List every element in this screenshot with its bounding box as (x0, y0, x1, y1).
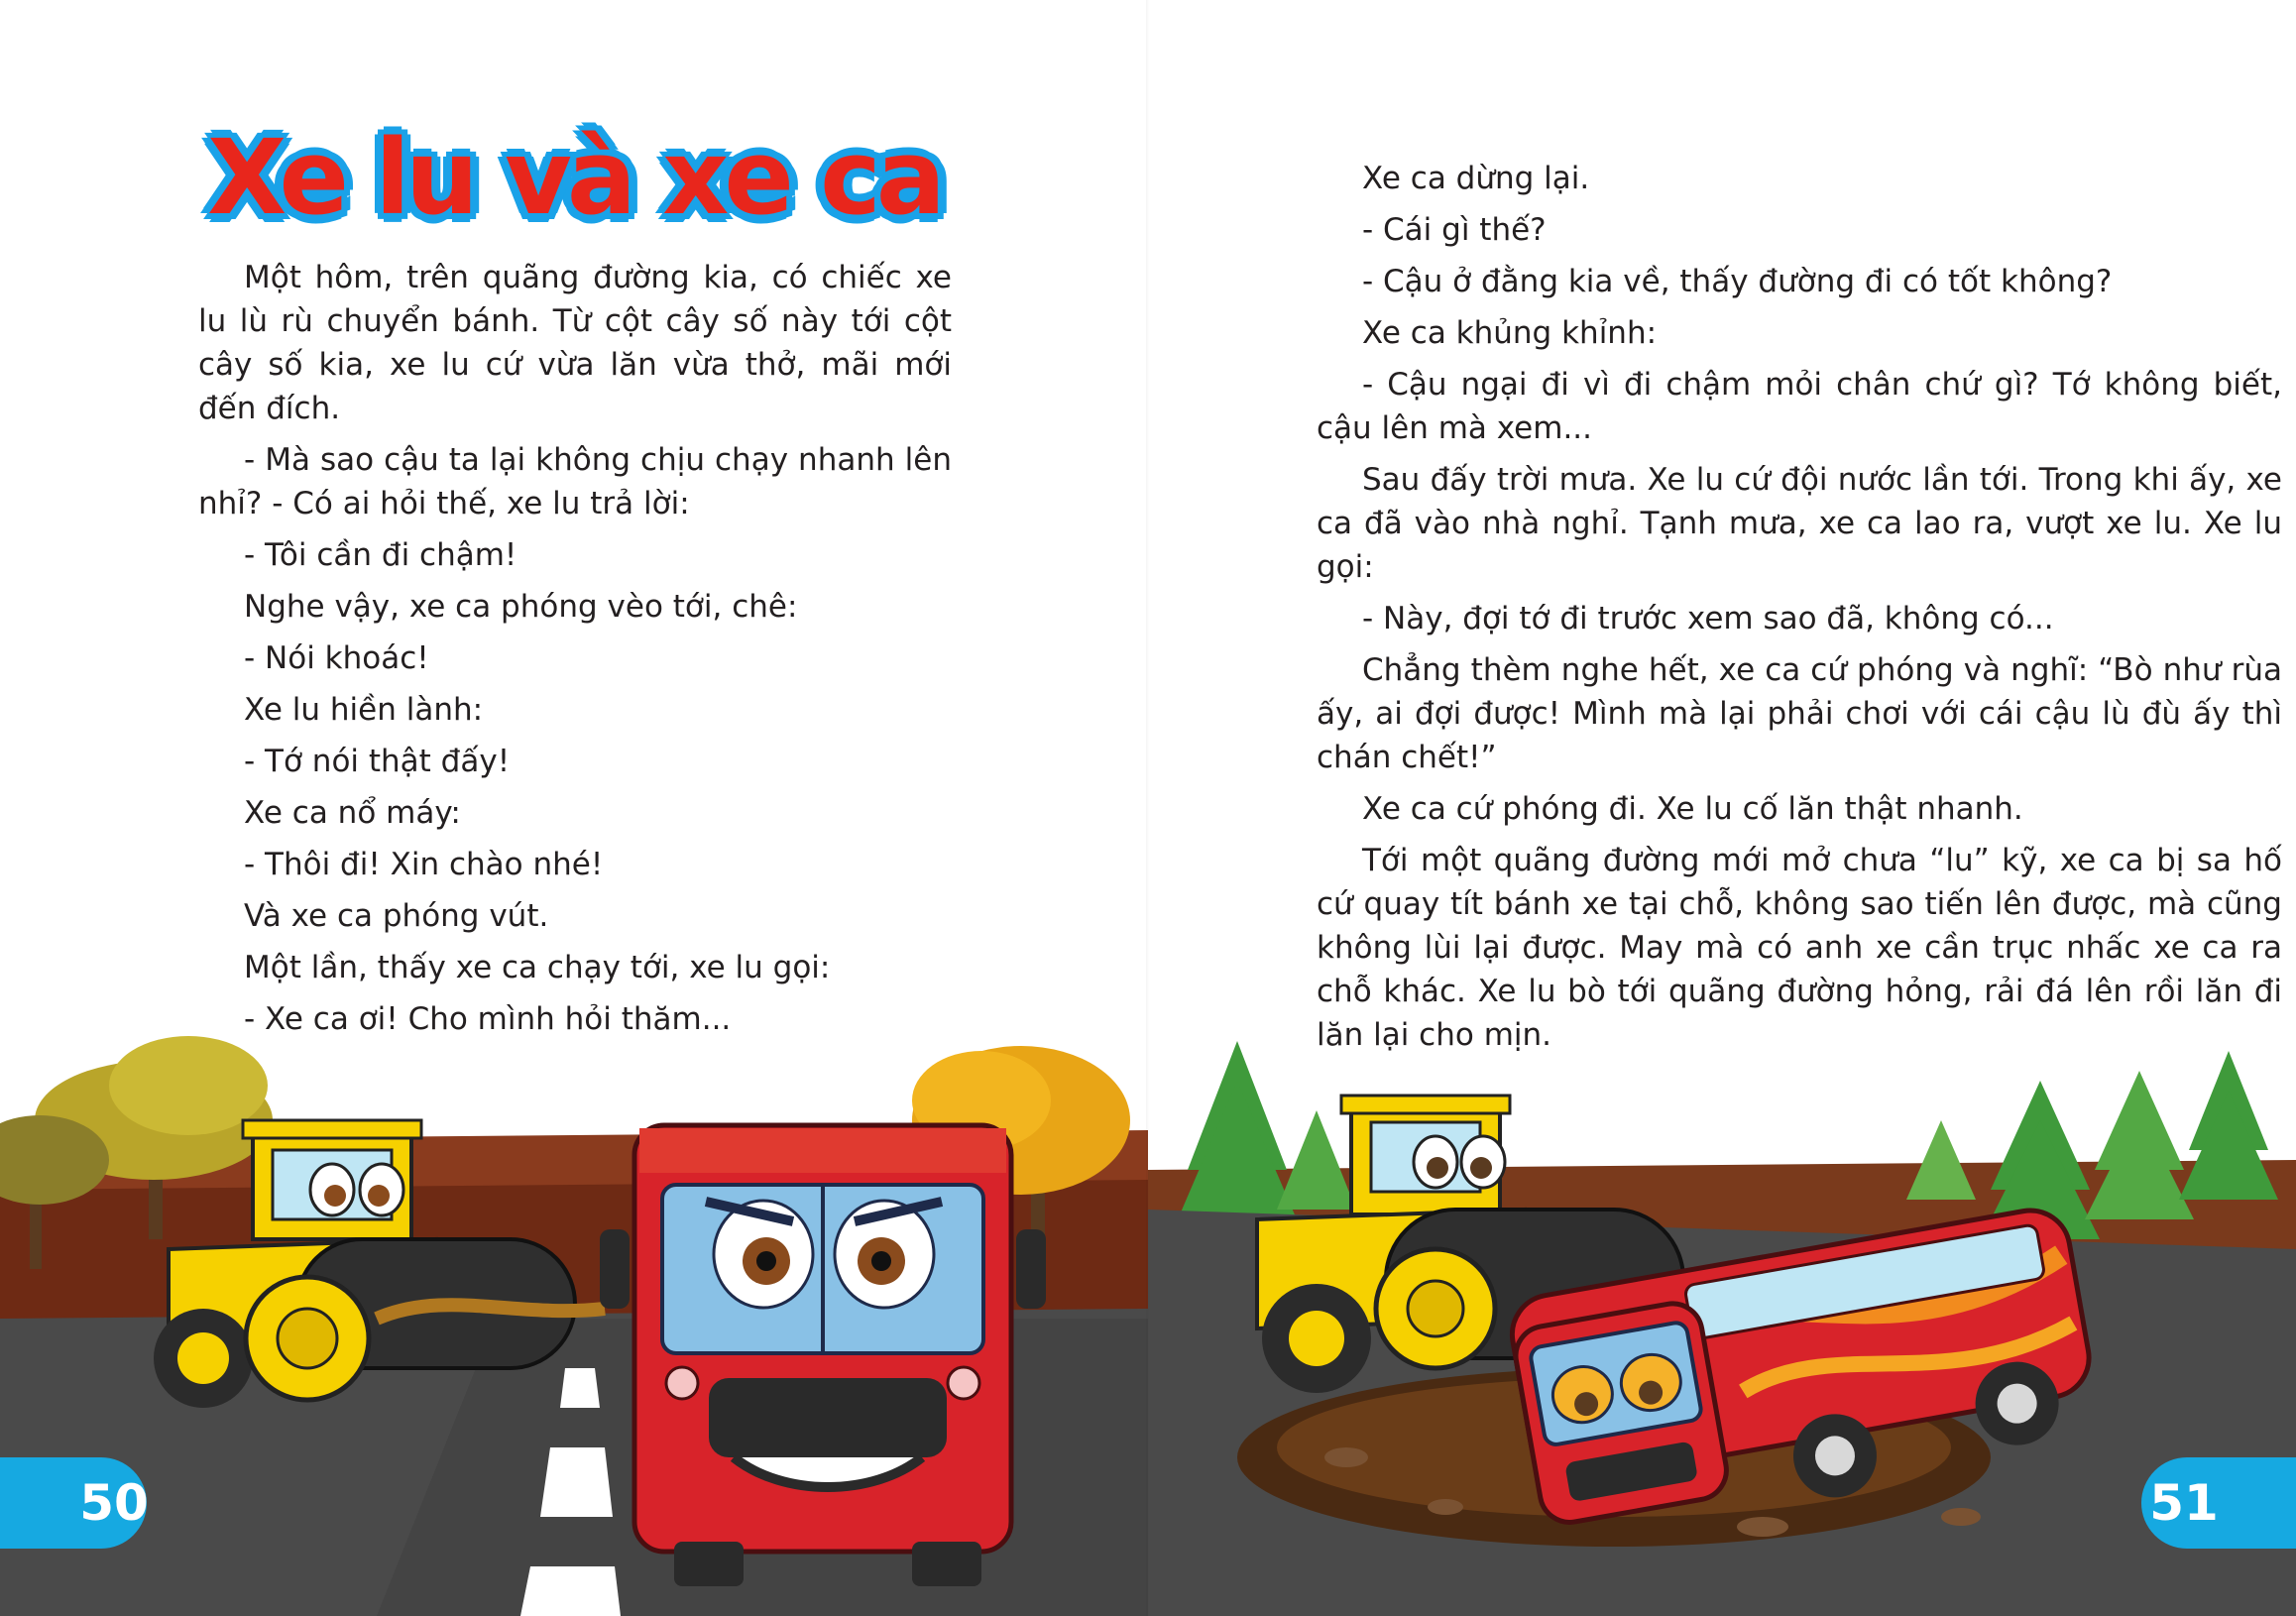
paragraph: Một lần, thấy xe ca chạy tới, xe lu gọi: (244, 950, 831, 985)
paragraph: Xe lu hiền lành: (244, 692, 484, 728)
right-page (1148, 0, 2296, 1616)
paragraph: - Xe ca ơi! Cho mình hỏi thăm... (244, 1001, 732, 1037)
paragraph: - Mà sao cậu ta lại không chịu chạy nhanh lên nhỉ? - Có ai hỏi thế, xe lu trả lời: (198, 442, 952, 521)
paragraph: - Cái gì thế? (1362, 212, 1547, 248)
paragraph: Và xe ca phóng vút. (244, 898, 549, 934)
left-page-text (198, 256, 952, 1049)
paragraph: Một hôm, trên quãng đường kia, có chiếc xe lu lù rù chuyển bánh. Từ cột cây số này tới cột cây số kia, xe lu cứ vừa lăn vừa thở, mãi mới đến đích. (198, 260, 952, 426)
book-gutter (1146, 0, 1150, 1616)
paragraph: - Cậu ở đằng kia về, thấy đường đi có tốt không? (1362, 264, 2113, 299)
paragraph: Sau đấy trời mưa. Xe lu cứ đội nước lần tới. Trong khi ấy, xe ca đã vào nhà nghỉ. Tạnh mưa, xe ca lao ra, vượt xe lu. Xe lu gọi: (1317, 462, 2282, 585)
page-number: 51 (2149, 1474, 2219, 1532)
paragraph: - Này, đợi tớ đi trước xem sao đã, không có... (1362, 601, 2054, 636)
paragraph: - Thôi đi! Xin chào nhé! (244, 847, 604, 882)
paragraph: - Cậu ngại đi vì đi chậm mỏi chân chứ gì? Tớ không biết, cậu lên mà xem... (1317, 367, 2282, 446)
paragraph: Xe ca nổ máy: (244, 795, 461, 831)
right-page-text (1317, 157, 2282, 1065)
paragraph: Chẳng thèm nghe hết, xe ca cứ phóng và nghĩ: “Bò như rùa ấy, ai đợi được! Mình mà lại phải chơi với cái cậu lù đù ấy thì chán chết!” (1317, 652, 2282, 775)
paragraph: Xe ca dừng lại. (1362, 161, 1590, 196)
paragraph: Nghe vậy, xe ca phóng vèo tới, chê: (244, 589, 798, 625)
paragraph: Xe ca khủng khỉnh: (1362, 315, 1658, 351)
paragraph: Xe ca cứ phóng đi. Xe lu cố lăn thật nhanh. (1362, 791, 2023, 827)
paragraph: - Nói khoác! (244, 640, 429, 676)
bus-character (600, 1125, 1046, 1586)
paragraph: Tới một quãng đường mới mở chưa “lu” kỹ, xe ca bị sa hố cứ quay tít bánh xe tại chỗ, không sao tiến lên được, mà cũng không lùi lại được. May mà có anh xe cần trục nhấc xe ca ra chỗ khác. Xe lu bò tới quãng đường hỏng, rải đá lên rồi lăn đi lăn lại cho mịn. (1317, 843, 2282, 1053)
page-number: 50 (79, 1474, 149, 1532)
story-title: Xe lu và xe ca (207, 117, 941, 238)
paragraph: - Tớ nói thật đấy! (244, 744, 511, 779)
paragraph: - Tôi cần đi chậm! (244, 537, 517, 573)
